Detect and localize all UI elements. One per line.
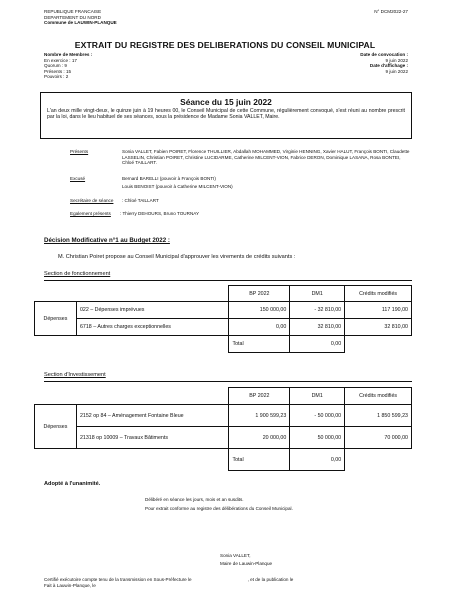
header-dm1: DM1 bbox=[290, 286, 345, 302]
dm-cell: - 50 000,00 bbox=[290, 405, 345, 427]
dates-block bbox=[288, 52, 408, 74]
header-empty-cell bbox=[76, 286, 229, 302]
header-bp: BP 2022 bbox=[229, 286, 290, 302]
document-reference: N° DCM2022-27 bbox=[374, 9, 408, 14]
total-empty-cell bbox=[35, 449, 77, 471]
members-pouvoirs: Pouvoirs : 2 bbox=[44, 74, 69, 80]
excuses-line-2: Louis BENOIST (pouvoir à Catherine MILCENT-VION) bbox=[122, 184, 233, 189]
document-title: EXTRAIT DU REGISTRE DES DELIBERATIONS DU CONSEIL MUNICIPAL bbox=[74, 40, 376, 50]
total-value: 0,00 bbox=[290, 336, 345, 353]
table-header-row bbox=[35, 286, 412, 302]
convocation-date: 9 juin 2022 bbox=[385, 57, 408, 63]
header-dm1: DM1 bbox=[290, 388, 345, 405]
members-presents: Présents : 15 bbox=[44, 68, 72, 74]
presents-list: Sonia VALLET, Fabien POIRET, Florence THUILLIER, Abdallah MOHAMMED, Virginie HENNING, Xavier HALUT, François BONTI, Claudette LASSELIN, Christian POIRET, Christine LUCIDARME, Catherine MILCENT-VION, Fabrice DERON, Dominique LASANA, Rosa BONTEI, Chloé TAILLART. bbox=[122, 149, 410, 166]
table-total-row bbox=[35, 449, 412, 471]
header-empty-cell bbox=[35, 388, 77, 405]
footer-line-1-start: Certifié exécutoire compte tenu de la transmission en Sous-Préfecture le bbox=[44, 577, 192, 582]
table-total-row bbox=[35, 336, 412, 353]
delibere-line-1: Délibéré en séance les jours, mois et an susdits. bbox=[145, 497, 244, 502]
seance-box bbox=[40, 92, 412, 139]
header-line-republique: REPUBLIQUE FRANCAISE bbox=[44, 9, 102, 14]
egalement-label: Egalement présents bbox=[70, 211, 111, 216]
members-en-exercice: En exercice : 17 bbox=[44, 57, 77, 63]
decision-title: Décision Modificative n°1 au Budget 2022 : bbox=[44, 237, 170, 244]
convocation-label: Date de convocation : bbox=[360, 52, 408, 57]
item-cell: 21318 op 10009 – Travaux Bâtiments bbox=[76, 427, 229, 449]
table-investissement bbox=[34, 387, 412, 471]
presents-label: Présents bbox=[70, 149, 89, 154]
signature-block bbox=[220, 553, 272, 566]
header-line-commune: Commune de LAUWIN-PLANQUE bbox=[44, 20, 117, 26]
signature-title: Maire de Lauwin-Planque bbox=[220, 560, 273, 566]
secretaire-value: : Chloé TAILLART bbox=[122, 198, 159, 203]
total-label: Total bbox=[229, 449, 290, 471]
total-label: Total bbox=[229, 336, 290, 353]
credits-cell: 32 810,00 bbox=[345, 319, 412, 336]
egalement-value: : Thierry DEHOURS, Bruno TOURNAY bbox=[120, 211, 200, 216]
header-credits: Crédits modifiés bbox=[345, 388, 412, 405]
excuses-line-1: Bernard BARELLI (pouvoir à François BONTI) bbox=[122, 176, 216, 181]
total-empty-cell bbox=[76, 336, 229, 353]
credits-cell: 70 000,00 bbox=[345, 427, 412, 449]
table-row bbox=[35, 319, 412, 336]
total-empty-cell bbox=[345, 336, 412, 353]
header-empty-cell bbox=[76, 388, 229, 405]
seance-text: L'an deux mille vingt-deux, le quinze juin à 19 heures 00, le Conseil Municipal de cette Commune, régulièrement convoqué, s'est réuni au nombre prescrit par la loi, dans le lieu habituel de ses séances, sous la présidence de Madame Sonia VALLET, Maire. bbox=[47, 108, 405, 121]
table-row bbox=[35, 405, 412, 427]
header-left bbox=[44, 9, 204, 26]
total-empty-cell bbox=[76, 449, 229, 471]
members-quorum: Quorum : 9 bbox=[44, 63, 67, 69]
total-empty-cell bbox=[35, 336, 77, 353]
credits-cell: 1 850 599,23 bbox=[345, 405, 412, 427]
signature-name: Sonia VALLET, bbox=[220, 553, 251, 558]
row-label-depenses: Dépenses bbox=[35, 405, 77, 449]
credits-cell: 117 190,00 bbox=[345, 302, 412, 319]
affichage-date: 9 juin 2022 bbox=[385, 68, 408, 74]
dm-cell: - 32 810,00 bbox=[290, 302, 345, 319]
item-cell: 2152 op 84 – Aménagement Fontaine Bleue bbox=[76, 405, 229, 427]
secretaire-label: Secrétaire de séance bbox=[70, 198, 114, 203]
header-credits: Crédits modifiés bbox=[345, 286, 412, 302]
bp-cell: 0,00 bbox=[229, 319, 290, 336]
header-bp: BP 2022 bbox=[229, 388, 290, 405]
header-empty-cell bbox=[35, 286, 77, 302]
members-counts bbox=[44, 52, 154, 80]
footer-line-2: Fait à Lauwin-Planque, le bbox=[44, 582, 96, 588]
footer-certification bbox=[44, 577, 404, 588]
footer-line-1-end: , et de la publication le bbox=[247, 577, 294, 582]
affichage-label: Date d'affichage : bbox=[369, 63, 408, 69]
delibere-line-2: Pour extrait conforme au registre des délibérations du Conseil Municipal. bbox=[145, 505, 293, 511]
adopte-statement: Adopté à l'unanimité. bbox=[44, 481, 101, 487]
header-line-departement: DEPARTEMENT DU NORD bbox=[44, 14, 101, 20]
item-cell: 6718 – Autres charges exceptionnelles bbox=[76, 319, 229, 336]
delibere-block bbox=[145, 497, 293, 511]
total-empty-cell bbox=[345, 449, 412, 471]
item-cell: 022 – Dépenses imprévues bbox=[76, 302, 229, 319]
row-label-depenses: Dépenses bbox=[35, 302, 77, 336]
table-fonctionnement bbox=[34, 285, 412, 353]
section-investissement-label: Section d'Investissement bbox=[44, 372, 106, 378]
dm-cell: 32 810,00 bbox=[290, 319, 345, 336]
table-row bbox=[35, 302, 412, 319]
table-header-row bbox=[35, 388, 412, 405]
section-fonctionnement-label: Section de fonctionnement bbox=[44, 271, 111, 277]
members-heading: Nombre de Membres : bbox=[44, 52, 93, 57]
bp-cell: 150 000,00 bbox=[229, 302, 290, 319]
bp-cell: 1 900 599,23 bbox=[229, 405, 290, 427]
total-value: 0,00 bbox=[290, 449, 345, 471]
excuses-label: Excusé bbox=[70, 176, 86, 181]
section-fonctionnement-rule bbox=[44, 280, 412, 281]
seance-title: Séance du 15 juin 2022 bbox=[180, 97, 272, 107]
bp-cell: 20 000,00 bbox=[229, 427, 290, 449]
decision-intro: M. Christian Poiret propose au Conseil Municipal d'approuver les virements de crédits suivants : bbox=[58, 254, 296, 260]
dm-cell: 50 000,00 bbox=[290, 427, 345, 449]
table-row bbox=[35, 427, 412, 449]
section-investissement-rule bbox=[44, 381, 412, 382]
